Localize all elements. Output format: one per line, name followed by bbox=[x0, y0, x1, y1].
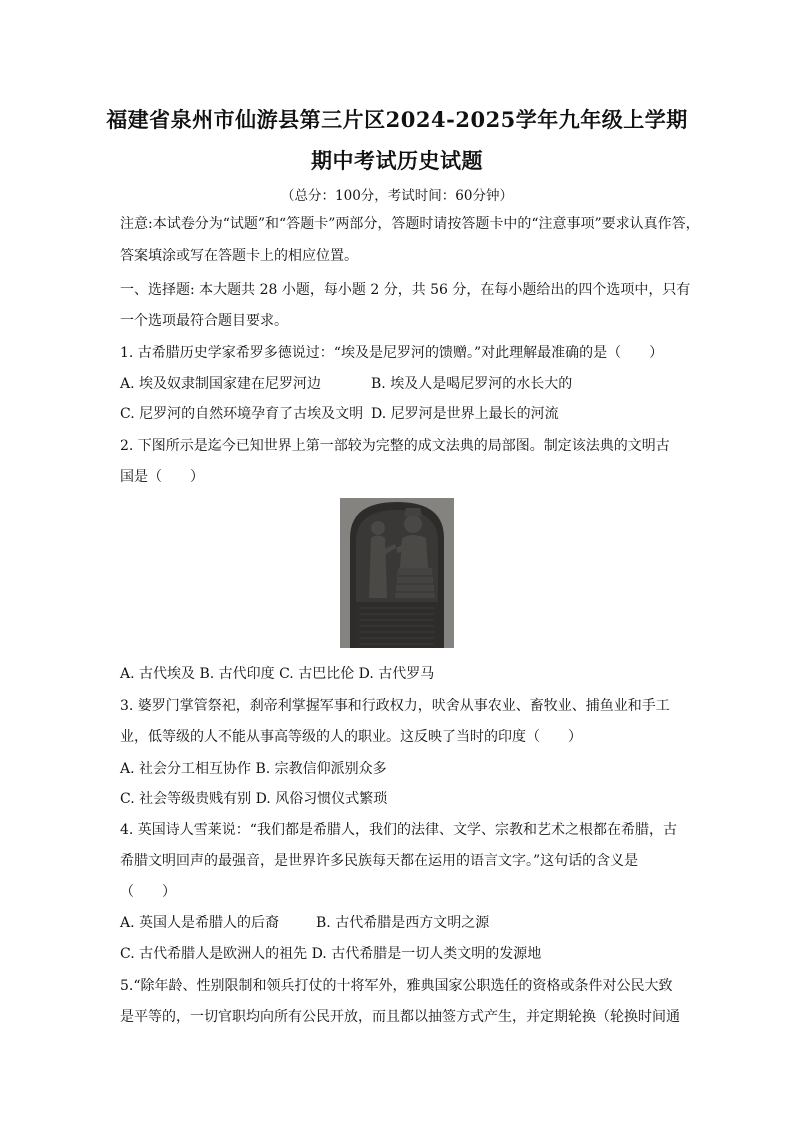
question-4-stem-line-3: （ ） bbox=[120, 884, 176, 900]
question-2-stem-line-2: 国是（ ） bbox=[120, 469, 204, 485]
question-1-option-a: A. 埃及奴隶制国家建在尼罗河边 bbox=[120, 376, 322, 392]
question-5-stem-line-1: 5.“除年龄、性别限制和领兵打仗的十将军外，雅典国家公职选任的资格或条件对公民大致 bbox=[120, 978, 673, 994]
question-1-option-b: B. 埃及人是喝尼罗河的水长大的 bbox=[371, 376, 573, 392]
exam-subtitle: （总分：100分，考试时间：60分钟） bbox=[281, 188, 513, 204]
question-1-stem: 1. 古希腊历史学家希罗多德说过：“埃及是尼罗河的馈赠。”对此理解最准确的是（ ） bbox=[120, 345, 664, 361]
question-4-options-cd: C. 古代希腊人是欧洲人的祖先 D. 古代希腊是一切人类文明的发源地 bbox=[120, 946, 542, 962]
question-3-options-ab: A. 社会分工相互协作 B. 宗教信仰派别众多 bbox=[120, 761, 387, 777]
section-heading-line-2: 一个选项最符合题目要求。 bbox=[120, 313, 288, 329]
stele-illustration bbox=[340, 498, 454, 648]
code-of-hammurabi-stele-photo bbox=[340, 498, 454, 648]
question-3-stem-line-2: 业，低等级的人不能从事高等级的人的职业。这反映了当时的印度（ ） bbox=[120, 729, 582, 745]
exam-title-line-1: 福建省泉州市仙游县第三片区2024-2025学年九年级上学期 bbox=[106, 107, 688, 132]
question-4-stem-line-2: 希腊文明回声的最强音，是世界许多民族每天都在运用的语言文字。”这句话的含义是 bbox=[120, 853, 639, 869]
question-2-options: A. 古代埃及 B. 古代印度 C. 古巴比伦 D. 古代罗马 bbox=[120, 666, 435, 682]
section-heading-line-1: 一、选择题: 本大题共 28 小题，每小题 2 分，共 56 分，在每小题给出的四个选项中，只有 bbox=[120, 282, 691, 298]
question-5-stem-line-2: 是平等的，一切官职均向所有公民开放，而且都以抽签方式产生，并定期轮换（轮换时间通 bbox=[120, 1009, 680, 1025]
question-4-stem-line-1: 4. 英国诗人雪莱说：“我们都是希腊人，我们的法律、文学、宗教和艺术之根都在希腊，古 bbox=[120, 822, 677, 838]
question-2-stem-line-1: 2. 下图所示是迄今已知世界上第一部较为完整的成文法典的局部图。制定该法典的文明古 bbox=[120, 438, 670, 454]
question-1-option-d: D. 尼罗河是世界上最长的河流 bbox=[371, 406, 559, 422]
notice-line-1: 注意:本试卷分为“试题”和“答题卡”两部分，答题时请按答题卡中的“注意事项”要求认真作答， bbox=[120, 216, 700, 232]
question-1-option-c: C. 尼罗河的自然环境孕育了古埃及文明 bbox=[120, 406, 364, 422]
notice-line-2: 答案填涂或写在答题卡上的相应位置。 bbox=[120, 248, 358, 264]
question-3-stem-line-1: 3. 婆罗门掌管祭祀，刹帝利掌握军事和行政权力，吠舍从事农业、畜牧业、捕鱼业和手工 bbox=[120, 698, 670, 714]
question-3-options-cd: C. 社会等级贵贱有别 D. 风俗习惯仪式繁琐 bbox=[120, 791, 388, 807]
question-4-option-b: B. 古代希腊是西方文明之源 bbox=[316, 915, 490, 931]
exam-title-line-2: 期中考试历史试题 bbox=[311, 148, 483, 173]
question-4-option-a: A. 英国人是希腊人的后裔 bbox=[120, 915, 280, 931]
